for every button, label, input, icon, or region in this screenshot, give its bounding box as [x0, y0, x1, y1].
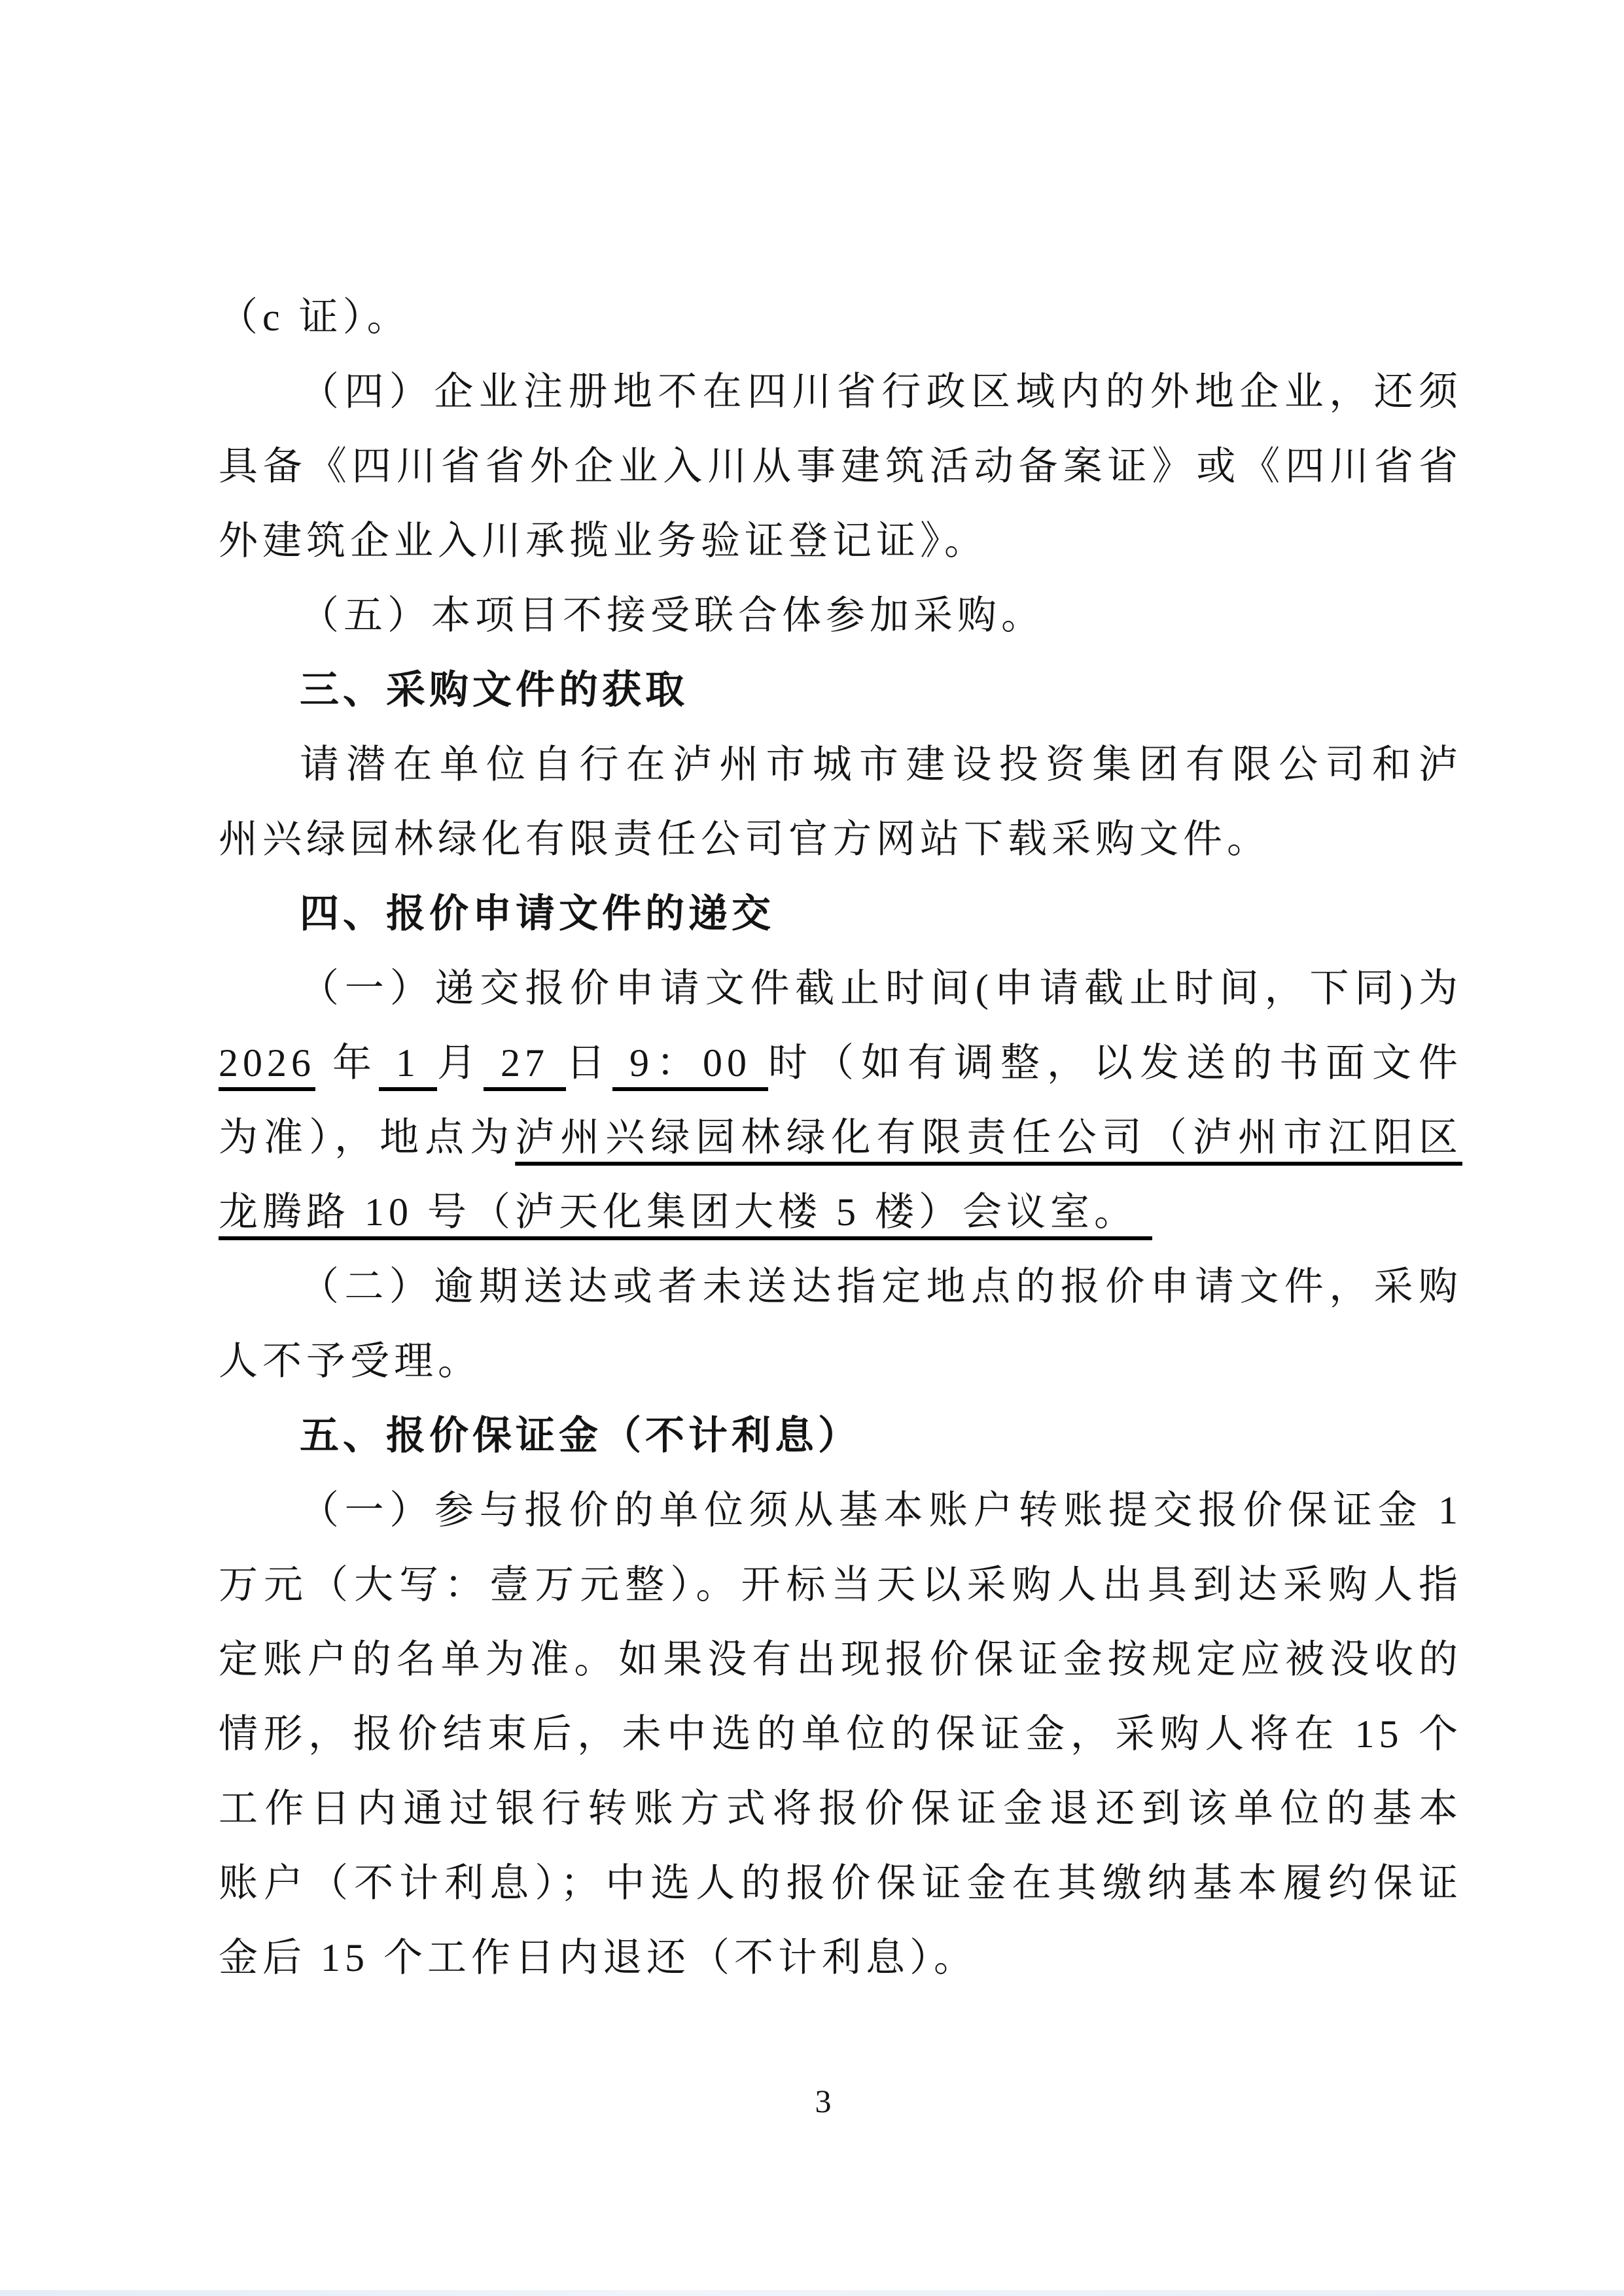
- text-run: 定账户的名单为准。如果没有出现报价保证金按规定应被没收的: [219, 1638, 1462, 1681]
- text-line: [219, 280, 1462, 355]
- text-line: [219, 1846, 1462, 1921]
- text-line: [219, 429, 1462, 504]
- text-line: [219, 1548, 1462, 1622]
- text-line: [219, 1324, 1462, 1399]
- section-heading: [219, 1399, 1462, 1473]
- text-run: 外建筑企业入川承揽业务验证登记证》。: [219, 519, 988, 563]
- text-run: （一）参与报价的单位须从基本账户转账提交报价保证金 1: [300, 1489, 1462, 1532]
- underlined-text: 1: [379, 1041, 437, 1085]
- text-run: （五）本项目不接受联合体参加采购。: [300, 594, 1045, 637]
- text-line: [219, 578, 1462, 653]
- text-line: [219, 1921, 1462, 1995]
- text-run: 人不予受理。: [219, 1340, 482, 1383]
- text-line: [219, 355, 1462, 429]
- text-line: [219, 1175, 1462, 1249]
- underlined-text: 2026: [219, 1041, 315, 1085]
- underlined-text: 泸州兴绿园林绿化有限责任公司（泸州市江阳区: [515, 1116, 1462, 1159]
- text-line: [219, 802, 1462, 877]
- document-body: [219, 280, 1462, 1995]
- text-run: 情形，报价结束后，未中选的单位的保证金，采购人将在 15 个: [219, 1713, 1462, 1756]
- text-line: [219, 1622, 1462, 1697]
- text-run: 请潜在单位自行在泸州市城市建设投资集团有限公司和泸: [300, 743, 1462, 786]
- text-run: （四）企业注册地不在四川省行政区域内的外地企业，还须: [300, 370, 1462, 413]
- text-line: [219, 1771, 1462, 1846]
- text-run: 时（如有调整，以发送的书面文件: [768, 1041, 1462, 1085]
- text-run: 为准），地点为: [219, 1116, 516, 1159]
- text-line: [219, 727, 1462, 802]
- text-line: [219, 1473, 1462, 1548]
- text-run: 工作日内通过银行转账方式将报价保证金退还到该单位的基本: [219, 1787, 1462, 1830]
- text-run: 具备《四川省省外企业入川从事建筑活动备案证》或《四川省省: [219, 445, 1462, 488]
- text-run: 三、采购文件的获取: [300, 668, 688, 712]
- text-run: 万元（大写：壹万元整）。开标当天以采购人出具到达采购人指: [219, 1563, 1462, 1607]
- text-line: [219, 1249, 1462, 1324]
- text-run: 四、报价申请文件的递交: [300, 892, 775, 935]
- text-line: [219, 1100, 1462, 1175]
- text-run: （c 证）。: [219, 296, 411, 339]
- section-heading: [219, 877, 1462, 951]
- text-run: 月: [437, 1041, 484, 1085]
- section-heading: [219, 653, 1462, 727]
- underlined-text: 9：00: [612, 1041, 768, 1085]
- text-run: （一）递交报价申请文件截止时间(申请截止时间，下同)为: [300, 967, 1462, 1010]
- text-line: [219, 1697, 1462, 1771]
- text-line: [219, 951, 1462, 1026]
- text-run: 年: [315, 1041, 379, 1085]
- text-line: [219, 1026, 1462, 1100]
- text-run: 日: [566, 1041, 612, 1085]
- underlined-text: 龙腾路 10 号（泸天化集团大楼 5 楼）会议室。: [219, 1191, 1152, 1234]
- text-run: 金后 15 个工作日内退还（不计利息）。: [219, 1936, 978, 1979]
- text-line: [219, 504, 1462, 578]
- text-run: 账户（不计利息）；中选人的报价保证金在其缴纳基本履约保证: [219, 1862, 1462, 1905]
- text-run: 五、报价保证金（不计利息）: [300, 1414, 861, 1457]
- text-run: （二）逾期送达或者未送达指定地点的报价申请文件，采购: [300, 1265, 1462, 1308]
- underlined-text: 27: [484, 1041, 566, 1085]
- scan-edge-artifact: [0, 2290, 1624, 2296]
- page-number: 3: [815, 2083, 832, 2119]
- text-run: 州兴绿园林绿化有限责任公司官方网站下载采购文件。: [219, 818, 1271, 861]
